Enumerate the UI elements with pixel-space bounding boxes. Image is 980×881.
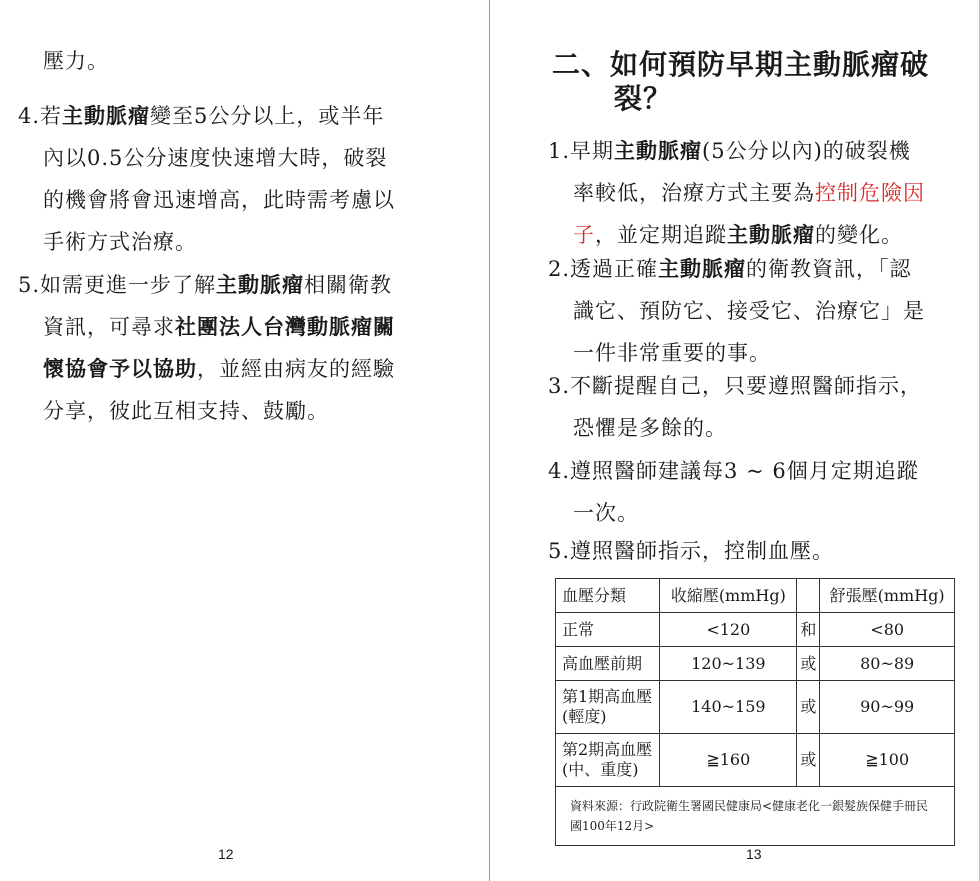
text-line <box>18 264 395 306</box>
row-systolic: ≧160 <box>660 734 797 787</box>
row-conj: 或 <box>797 647 820 681</box>
bold-text: 主動脈瘤 <box>658 256 747 281</box>
text-run: 遵照醫師指示，控制血壓。 <box>570 539 835 563</box>
text-run: 遵照醫師建議每3 ~ 6個月定期追蹤 <box>570 459 919 483</box>
list-number: 5. <box>548 539 571 563</box>
list-item-2-text <box>548 248 925 374</box>
text-run: 內以0.5公分速度快速增大時，破裂 <box>43 146 388 170</box>
text-line <box>18 348 395 390</box>
row-conj: 或 <box>797 681 820 734</box>
bold-text: 懷協會予以協助 <box>43 356 197 381</box>
text-line <box>18 95 395 137</box>
table-row <box>556 734 955 787</box>
text-run: 透過正確 <box>570 257 659 281</box>
text-line <box>18 221 395 263</box>
text-run: ，並定期追蹤 <box>595 223 727 247</box>
row-systolic: <120 <box>660 613 797 647</box>
table-source: 資料來源：行政院衛生署國民健康局<健康老化一銀髮族保健手冊民國100年12月> <box>556 787 955 846</box>
section-title <box>552 48 929 116</box>
text-run: 不斷提醒自己，只要遵照醫師指示， <box>570 374 923 398</box>
list-item-5-text <box>548 530 834 572</box>
bold-text: 社團法人台灣動脈瘤關 <box>175 314 395 339</box>
text-line <box>18 390 395 432</box>
text-run: 若 <box>40 104 63 128</box>
table-source-row <box>556 787 955 846</box>
text-run: (5公分以內)的破裂機 <box>702 139 911 163</box>
continued-line: 壓力。 <box>43 49 109 73</box>
text-line <box>548 172 925 214</box>
row-conj: 或 <box>797 734 820 787</box>
text-run: 的機會將會迅速增高，此時需考慮以 <box>43 188 395 212</box>
bold-text: 主動脈瘤 <box>614 138 703 163</box>
header-systolic: 收縮壓(mmHg) <box>660 579 797 613</box>
bold-text: 主動脈瘤 <box>727 222 815 247</box>
text-run: 識它、預防它、接受它、治療它」是 <box>573 299 925 323</box>
row-conj: 和 <box>797 613 820 647</box>
row-systolic: 120~139 <box>660 647 797 681</box>
text-run: 一件非常重要的事。 <box>573 341 771 365</box>
list-item-3 <box>548 365 922 449</box>
text-line <box>18 306 395 348</box>
row-category: 第2期高血壓 (中、重度) <box>556 734 660 787</box>
text-run: 資訊，可尋求 <box>43 315 175 339</box>
text-run: 早期 <box>570 139 615 163</box>
text-line <box>548 407 922 449</box>
row-category: 第1期高血壓 (輕度) <box>556 681 660 734</box>
list-item-3-text <box>548 365 922 449</box>
list-item-4 <box>18 95 395 263</box>
text-run: 手術方式治療。 <box>43 230 197 254</box>
text-run: ，並經由病友的經驗 <box>197 357 395 381</box>
page-right <box>490 0 980 881</box>
blood-pressure-table <box>555 578 955 846</box>
text-run: 如需更進一步了解 <box>40 273 217 297</box>
header-category: 血壓分類 <box>556 579 660 613</box>
list-item-5 <box>18 264 395 432</box>
highlighted-text: 控制危險因 <box>815 181 925 205</box>
section-title-line-2: 裂？ <box>614 82 673 115</box>
list-number: 2. <box>548 257 571 281</box>
text-run: 變至5公分以上，或半年 <box>150 104 385 128</box>
text-run: 一次。 <box>573 501 639 525</box>
row-category: 正常 <box>556 613 660 647</box>
list-item-5 <box>548 530 834 572</box>
row-category: 高血壓前期 <box>556 647 660 681</box>
list-item-5-text <box>18 264 395 432</box>
list-item-4-text <box>18 95 395 263</box>
section-title-line-1: 二、如何預防早期主動脈瘤破 <box>552 48 930 81</box>
text-line <box>548 365 922 407</box>
text-run: 率較低，治療方式主要為 <box>573 181 815 205</box>
text-run: 恐懼是多餘的。 <box>573 416 727 440</box>
list-number: 1. <box>548 139 571 163</box>
table-row <box>556 647 955 681</box>
text-run: 分享，彼此互相支持、鼓勵。 <box>43 399 329 423</box>
header-conj <box>797 579 820 613</box>
list-item-4 <box>548 450 919 534</box>
text-line <box>18 137 395 179</box>
page-number: 12 <box>218 846 234 862</box>
text-line <box>548 290 925 332</box>
header-diastolic: 舒張壓(mmHg) <box>820 579 955 613</box>
list-number: 4. <box>18 104 41 128</box>
bold-text: 主動脈瘤 <box>216 272 305 297</box>
text-run: 相關衛教 <box>304 273 393 297</box>
table-row <box>556 681 955 734</box>
text-line <box>548 492 919 534</box>
bold-text: 主動脈瘤 <box>62 103 151 128</box>
list-number: 5. <box>18 273 41 297</box>
row-diastolic: 90~99 <box>820 681 955 734</box>
list-item-1 <box>548 130 925 256</box>
text-run: 的變化。 <box>815 223 903 247</box>
page-number: 13 <box>746 846 762 862</box>
list-number: 3. <box>548 374 571 398</box>
text-line <box>548 130 925 172</box>
table-row <box>556 613 955 647</box>
highlighted-text: 子 <box>573 223 595 247</box>
list-item-4-text <box>548 450 919 534</box>
text-line <box>548 530 834 572</box>
list-item-2 <box>548 248 925 374</box>
list-item-1-text <box>548 130 925 256</box>
row-diastolic: ≧100 <box>820 734 955 787</box>
row-systolic: 140~159 <box>660 681 797 734</box>
list-number: 4. <box>548 459 571 483</box>
continued-text <box>43 40 109 82</box>
row-diastolic: 80~89 <box>820 647 955 681</box>
text-line <box>548 450 919 492</box>
text-line <box>18 179 395 221</box>
row-diastolic: <80 <box>820 613 955 647</box>
text-line <box>548 248 925 290</box>
text-run: 的衛教資訊，「認 <box>746 257 912 281</box>
table-header-row <box>556 579 955 613</box>
